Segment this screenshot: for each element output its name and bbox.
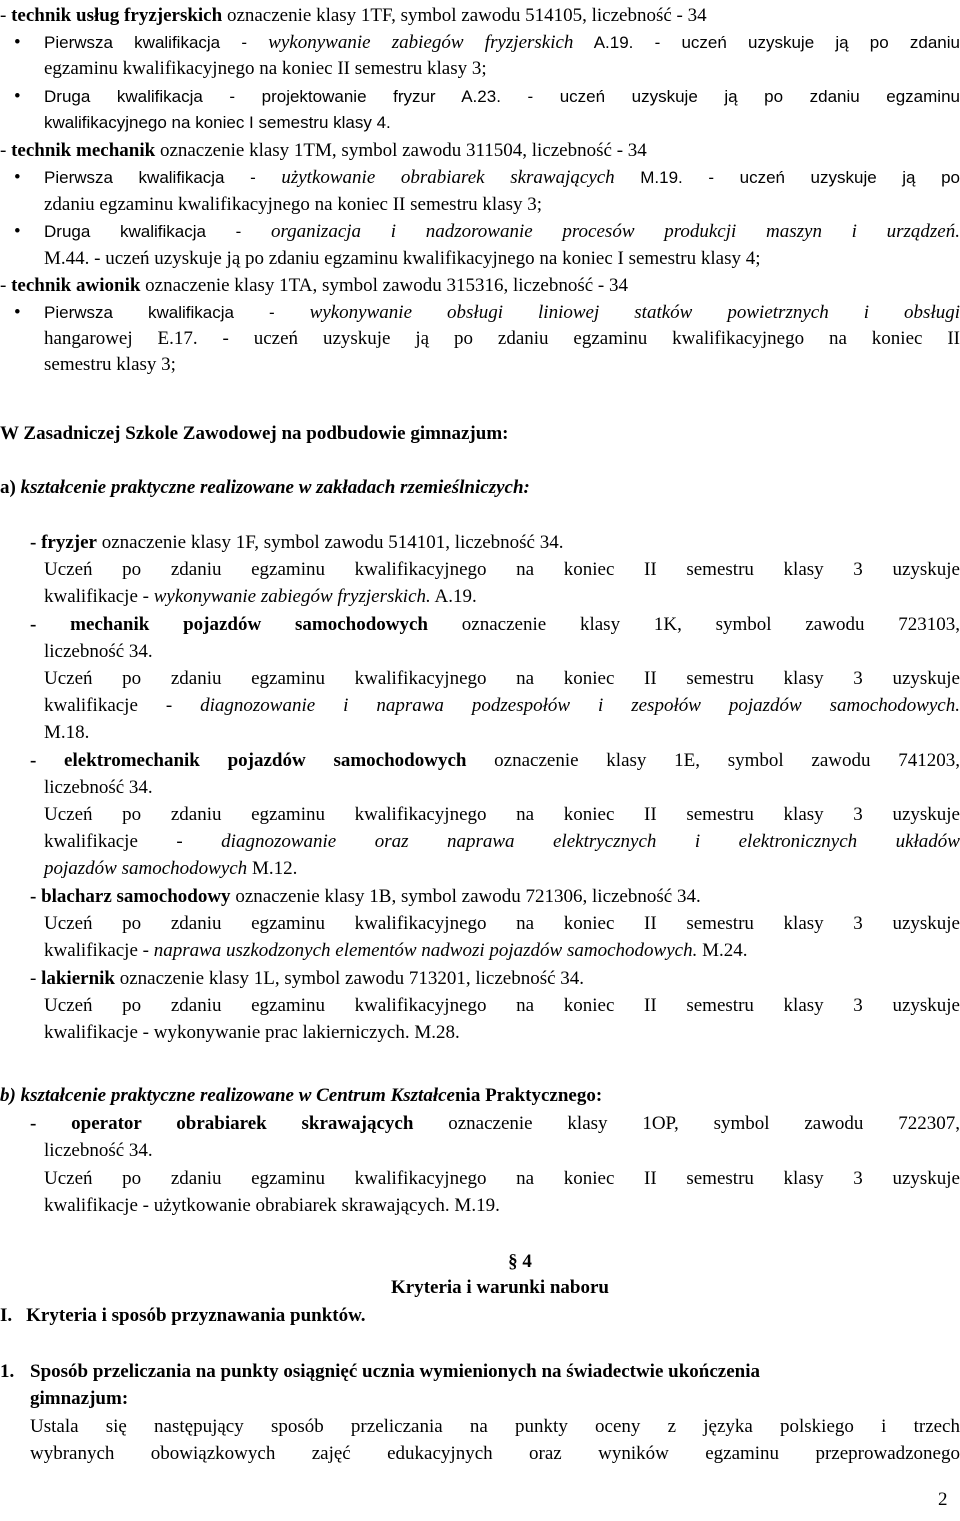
bullet-icon — [14, 30, 21, 56]
point-1-heading-cont: gimnazjum: — [30, 1388, 129, 1409]
section-heading: W Zasadniczej Szkole Zawodowej na podbudowie gimnazjum: — [0, 423, 509, 444]
entry-technik-awionik: - technik awionik oznaczenie klasy 1TA, symbol zawodu 315316, liczebność - 34 — [0, 275, 629, 296]
qualification-line: Pierwsza kwalifikacja - użytkowanie obrabiarek skrawających M.19. - uczeń uzyskuje ją po — [44, 167, 960, 188]
qualification-line: Uczeń po zdaniu egzaminu kwalifikacyjnego na koniec II semestru klasy 3 uzyskuje — [44, 804, 960, 825]
qualification-line: kwalifikacje - naprawa uszkodzonych elementów nadwozi pojazdów samochodowych. M.24. — [44, 940, 748, 961]
entry-fryzjer: - fryzjer oznaczenie klasy 1F, symbol zawodu 514101, liczebność 34. — [30, 532, 564, 553]
qualification-line: Uczeń po zdaniu egzaminu kwalifikacyjnego na koniec II semestru klasy 3 uzyskuje — [44, 913, 960, 934]
qualification-line: Pierwsza kwalifikacja - wykonywanie obsługi liniowej statków powietrznych i obsługi — [44, 302, 960, 323]
entry-technik-mechanik: - technik mechanik oznaczenie klasy 1TM, symbol zawodu 311504, liczebność - 34 — [0, 140, 647, 161]
qualification-line: M.44. - uczeń uzyskuje ją po zdaniu egzaminu kwalifikacyjnego na koniec I semestru klasy 4; — [44, 248, 761, 269]
qualification-line: Druga kwalifikacja - organizacja i nadzorowanie procesów produkcji maszyn i urządzeń. — [44, 221, 960, 242]
qualification-line: kwalifikacyjnego na koniec I semestru klasy 4. — [44, 113, 391, 132]
qualification-line: liczebność 34. — [44, 1140, 153, 1161]
entry-operator-obrabiarek: - operator obrabiarek skrawających oznaczenie klasy 1OP, symbol zawodu 722307, — [30, 1113, 960, 1134]
body-text: Ustala się następujący sposób przeliczania na punkty oceny z języka polskiego i trzech — [30, 1416, 960, 1437]
bullet-icon — [14, 300, 21, 326]
qualification-line: Uczeń po zdaniu egzaminu kwalifikacyjnego na koniec II semestru klasy 3 uzyskuje — [44, 559, 960, 580]
qualification-line: kwalifikacje - diagnozowanie i naprawa podzespołów i zespołów pojazdów samochodowych. — [44, 695, 960, 716]
entry-elektromechanik: - elektromechanik pojazdów samochodowych oznaczenie klasy 1E, symbol zawodu 741203, — [30, 750, 960, 771]
point-1-heading: 1. Sposób przeliczania na punkty osiągnięć ucznia wymienionych na świadectwie ukończenia — [0, 1361, 760, 1382]
qualification-line: liczebność 34. — [44, 777, 153, 798]
entry-mechanik-pojazdow: - mechanik pojazdów samochodowych oznaczenie klasy 1K, symbol zawodu 723103, — [30, 614, 960, 635]
body-text: wybranych obowiązkowych zajęć edukacyjnych oraz wyników egzaminu przeprowadzonego — [30, 1443, 960, 1464]
qualification-line: kwalifikacje - użytkowanie obrabiarek skrawających. M.19. — [44, 1195, 500, 1216]
paragraph-number: § 4 — [508, 1251, 532, 1272]
subsection-b-heading: b) kształcenie praktyczne realizowane w Centrum Kształcenia Praktycznego: — [0, 1085, 603, 1106]
entry-technik-uslug-fryzjerskich: - technik usług fryzjerskich oznaczenie klasy 1TF, symbol zawodu 514105, liczebność - 34 — [0, 5, 707, 26]
qualification-line: zdaniu egzaminu kwalifikacyjnego na koniec II semestru klasy 3; — [44, 194, 543, 215]
qualification-line: Pierwsza kwalifikacja - wykonywanie zabiegów fryzjerskich A.19. - uczeń uzyskuje ją po zdaniu — [44, 32, 960, 53]
qualification-line: kwalifikacje - wykonywanie prac lakierniczych. M.28. — [44, 1022, 460, 1043]
bullet-icon — [14, 84, 21, 110]
bullet-icon — [14, 219, 21, 245]
qualification-line: Uczeń po zdaniu egzaminu kwalifikacyjnego na koniec II semestru klasy 3 uzyskuje — [44, 668, 960, 689]
qualification-line: M.18. — [44, 722, 90, 743]
bullet-icon — [14, 165, 21, 191]
qualification-line: pojazdów samochodowych M.12. — [44, 858, 298, 879]
qualification-line: hangarowej E.17. - uczeń uzyskuje ją po zdaniu egzaminu kwalifikacyjnego na koniec II — [44, 328, 960, 349]
qualification-line: egzaminu kwalifikacyjnego na koniec II semestru klasy 3; — [44, 58, 487, 79]
qualification-line: Uczeń po zdaniu egzaminu kwalifikacyjnego na koniec II semestru klasy 3 uzyskuje — [44, 1168, 960, 1189]
entry-blacharz: - blacharz samochodowy oznaczenie klasy 1B, symbol zawodu 721306, liczebność 34. — [30, 886, 701, 907]
subsection-a-heading: a) kształcenie praktyczne realizowane w zakładach rzemieślniczych: — [0, 477, 530, 498]
qualification-line: Uczeń po zdaniu egzaminu kwalifikacyjnego na koniec II semestru klasy 3 uzyskuje — [44, 995, 960, 1016]
paragraph-title: Kryteria i warunki naboru — [391, 1277, 609, 1298]
criteria-heading: I. Kryteria i sposób przyznawania punktów. — [0, 1305, 366, 1326]
qualification-line: liczebność 34. — [44, 641, 153, 662]
entry-lakiernik: - lakiernik oznaczenie klasy 1L, symbol zawodu 713201, liczebność 34. — [30, 968, 585, 989]
qualification-line: Druga kwalifikacja - projektowanie fryzur A.23. - uczeń uzyskuje ją po zdaniu egzaminu — [44, 87, 960, 106]
qualification-line: kwalifikacje - diagnozowanie oraz naprawa elektrycznych i elektronicznych układów — [44, 831, 960, 852]
qualification-line: kwalifikacje - wykonywanie zabiegów fryzjerskich. A.19. — [44, 586, 477, 607]
page-number: 2 — [938, 1489, 948, 1510]
qualification-line: semestru klasy 3; — [44, 354, 176, 375]
